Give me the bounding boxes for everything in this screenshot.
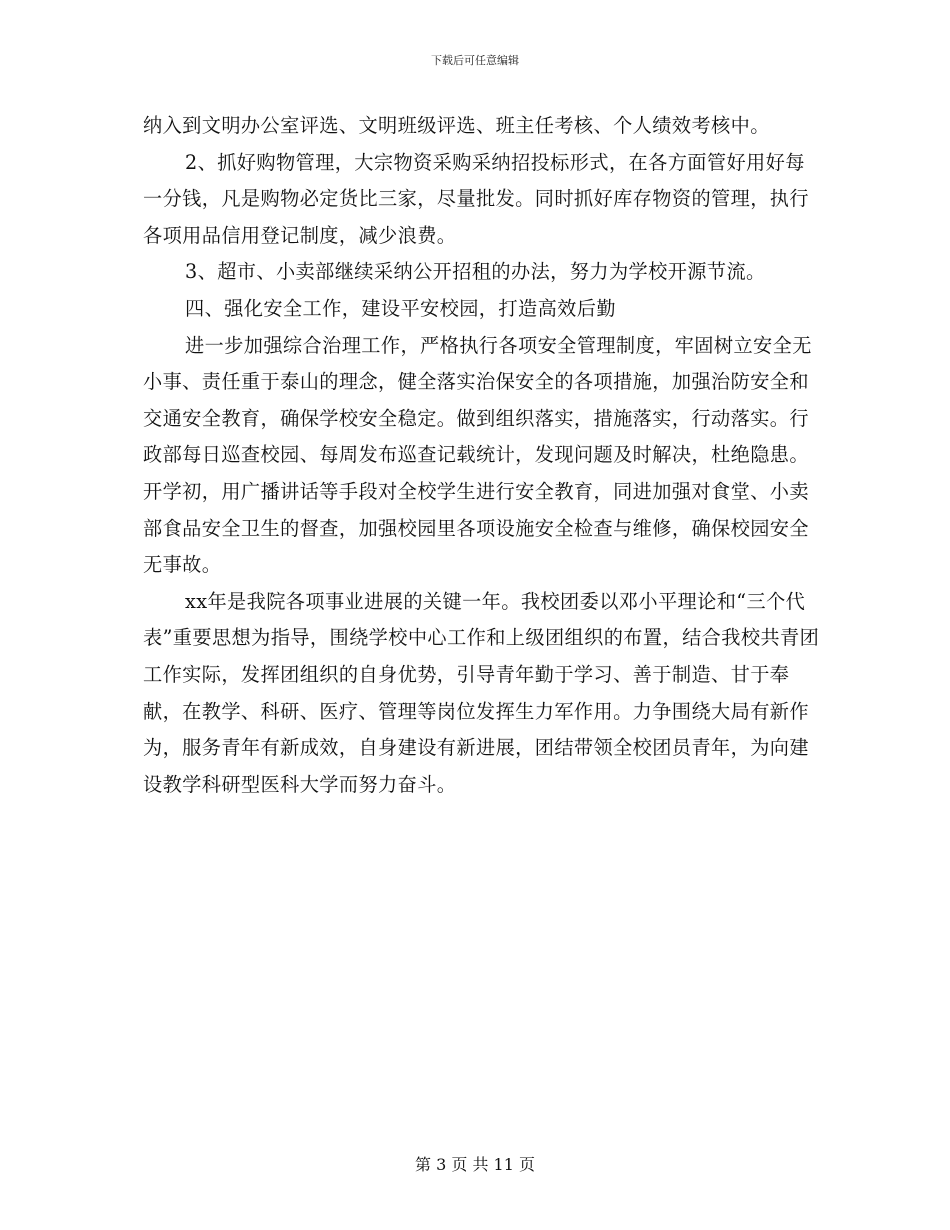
section-heading-safety: 四、强化安全工作，建设平安校园，打造高效后勤 xyxy=(185,296,616,320)
page-number-footer: 第 3 页 共 11 页 xyxy=(415,1155,535,1174)
paragraph-continued-assessment: 纳入到文明办公室评选、文明班级评选、班主任考核、个人绩效考核中。 xyxy=(143,114,770,137)
document-body xyxy=(143,108,823,803)
paragraph-safety-work: 进一步加强综合治理工作，严格执行各项安全管理制度，牢固树立安全无小事、责任重于泰山的理念，健全落实治保安全的各项措施，加强治防安全和交通安全教育，确保学校安全稳定。做到组织落实，措施落实，行动落实。行政部每日巡查校园、每周发布巡查记载统计，发现问题及时解决，杜绝隐患。开学初，用广播讲话等手段对全校学生进行安全教育，同进加强对食堂、小卖部食品安全卫生的督查，加强校园里各项设施安全检查与维修，确保校园安全无事故。 xyxy=(143,333,812,577)
paragraph-supermarket-rental: 3、超市、小卖部继续采纳公开招租的办法，努力为学校开源节流。 xyxy=(185,260,766,284)
paragraph-purchasing-management: 2、抓好购物管理，大宗物资采购采纳招投标形式，在各方面管好用好每一分钱，凡是购物必定货比三家，尽量批发。同时抓好库存物资的管理，执行各项用品信用登记制度，减少浪费。 xyxy=(143,150,809,247)
paragraph-youth-league: xx年是我院各项事业进展的关键一年。我校团委以邓小平理论和“三个代表”重要思想为指导，围绕学校中心工作和上级团组织的布置，结合我校共青团工作实际，发挥团组织的自身优势，引导青年勤于学习、善于制造、甘于奉献，在教学、科研、医疗、管理等岗位发挥生力军作用。力争围绕大局有新作为，服务青年有新成效，自身建设有新进展，团结带领全校团员青年，为向建设教学科研型医科大学而努力奋斗。 xyxy=(143,589,820,796)
page-header: 下载后可任意编辑 xyxy=(431,54,519,67)
